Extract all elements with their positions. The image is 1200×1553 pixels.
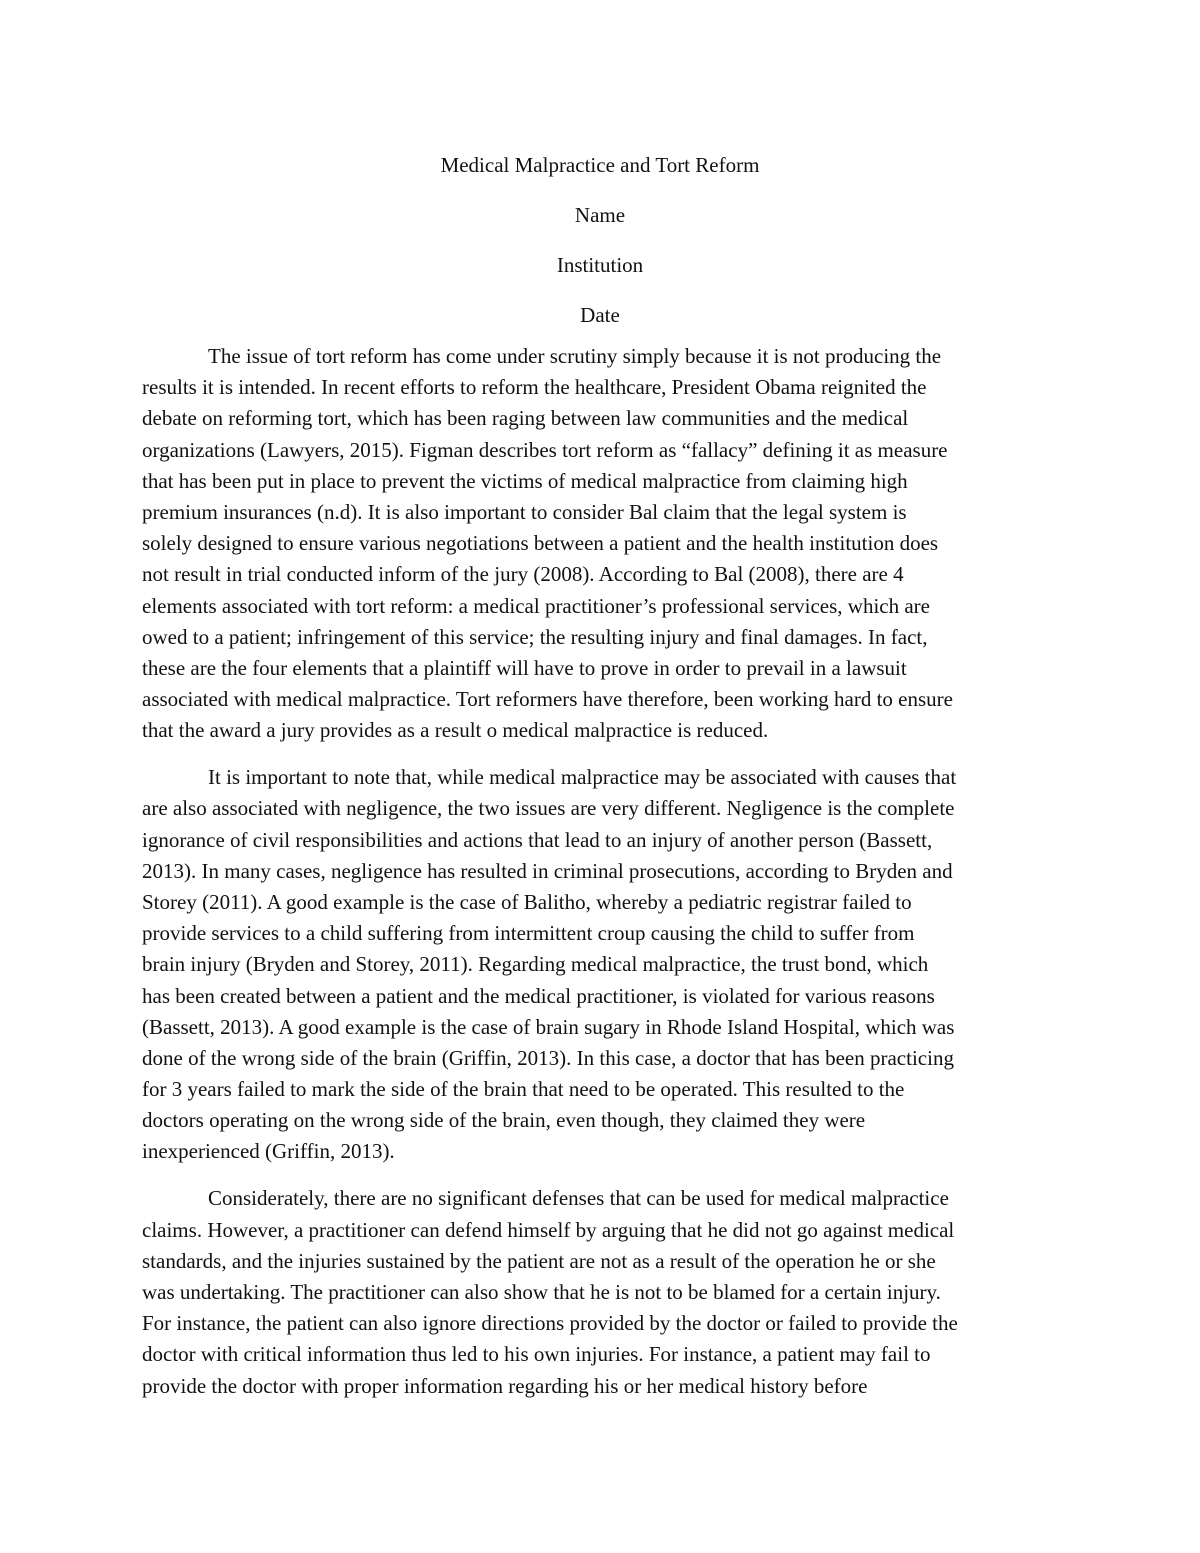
text-line: debate on reforming tort, which has been raging between law communities and the medical — [142, 406, 909, 431]
text-line: owed to a patient; infringement of this service; the resulting injury and final damages. In fact, — [142, 624, 928, 649]
text-line: are also associated with negligence, the two issues are very different. Negligence is the complete — [142, 796, 955, 821]
text-line: claims. However, a practitioner can defend himself by arguing that he did not go against medical — [142, 1217, 955, 1242]
paragraph-spacer — [142, 746, 1060, 762]
author-name: Name — [574, 203, 626, 227]
text-line: inexperienced (Griffin, 2013). — [142, 1139, 395, 1164]
document-body — [142, 341, 1060, 1402]
text-line: Considerately, there are no significant defenses that can be used for medical malpractice — [208, 1186, 949, 1211]
text-line: provide the doctor with proper information regarding his or her medical history before — [142, 1373, 868, 1398]
document-title: Medical Malpractice and Tort Reform — [440, 153, 760, 177]
text-line: doctors operating on the wrong side of the brain, even though, they claimed they were — [142, 1108, 866, 1133]
text-line: provide services to a child suffering from intermittent croup causing the child to suffer from — [142, 921, 915, 946]
text-line: done of the wrong side of the brain (Griffin, 2013). In this case, a doctor that has been practicing — [142, 1045, 954, 1070]
text-line: (Bassett, 2013). A good example is the case of brain sugary in Rhode Island Hospital, which was — [142, 1014, 955, 1039]
text-line: ignorance of civil responsibilities and actions that lead to an injury of another person (Bassett, — [142, 827, 933, 852]
text-line: standards, and the injuries sustained by the patient are not as a result of the operation he or she — [142, 1248, 936, 1273]
text-line: premium insurances (n.d). It is also important to consider Bal claim that the legal system is — [142, 499, 907, 524]
paragraph-1 — [142, 341, 1060, 746]
text-line: Storey (2011). A good example is the case of Balitho, whereby a pediatric registrar failed to — [142, 889, 912, 914]
text-line: results it is intended. In recent efforts to reform the healthcare, President Obama reignited the — [142, 375, 927, 400]
text-line: doctor with critical information thus led to his own injuries. For instance, a patient may fail to — [142, 1342, 931, 1367]
date: Date — [580, 303, 620, 327]
text-line: 2013). In many cases, negligence has resulted in criminal prosecutions, according to Bryden and — [142, 858, 953, 883]
text-line: not result in trial conducted inform of the jury (2008). According to Bal (2008), there are 4 — [142, 562, 904, 587]
text-line: for 3 years failed to mark the side of the brain that need to be operated. This resulted to the — [142, 1077, 905, 1102]
paragraph-spacer — [142, 1168, 1060, 1184]
institution: Institution — [556, 253, 644, 277]
text-line: For instance, the patient can also ignore directions provided by the doctor or failed to provide the — [142, 1311, 958, 1336]
text-line: has been created between a patient and the medical practitioner, is violated for various reasons — [142, 983, 935, 1008]
paragraph-2 — [142, 762, 1060, 1167]
text-line: elements associated with tort reform: a medical practitioner’s professional services, which are — [142, 593, 930, 618]
text-line: The issue of tort reform has come under scrutiny simply because it is not producing the — [208, 344, 942, 368]
text-line: that the award a jury provides as a result o medical malpractice is reduced. — [142, 718, 769, 743]
text-line: brain injury (Bryden and Storey, 2011). Regarding medical malpractice, the trust bond, which — [142, 952, 929, 977]
text-line: solely designed to ensure various negotiations between a patient and the health institution does — [142, 531, 939, 556]
title-block — [0, 140, 1200, 340]
paragraph-3 — [142, 1183, 1060, 1401]
text-line: that has been put in place to prevent the victims of medical malpractice from claiming high — [142, 468, 908, 493]
text-line: was undertaking. The practitioner can also show that he is not to be blamed for a certain injury. — [142, 1280, 941, 1305]
text-line: It is important to note that, while medical malpractice may be associated with causes that — [208, 765, 957, 790]
text-line: associated with medical malpractice. Tort reformers have therefore, been working hard to ensure — [142, 687, 953, 712]
text-line: organizations (Lawyers, 2015). Figman describes tort reform as “fallacy” defining it as measure — [142, 437, 948, 462]
text-line: these are the four elements that a plaintiff will have to prove in order to prevail in a lawsuit — [142, 655, 907, 680]
